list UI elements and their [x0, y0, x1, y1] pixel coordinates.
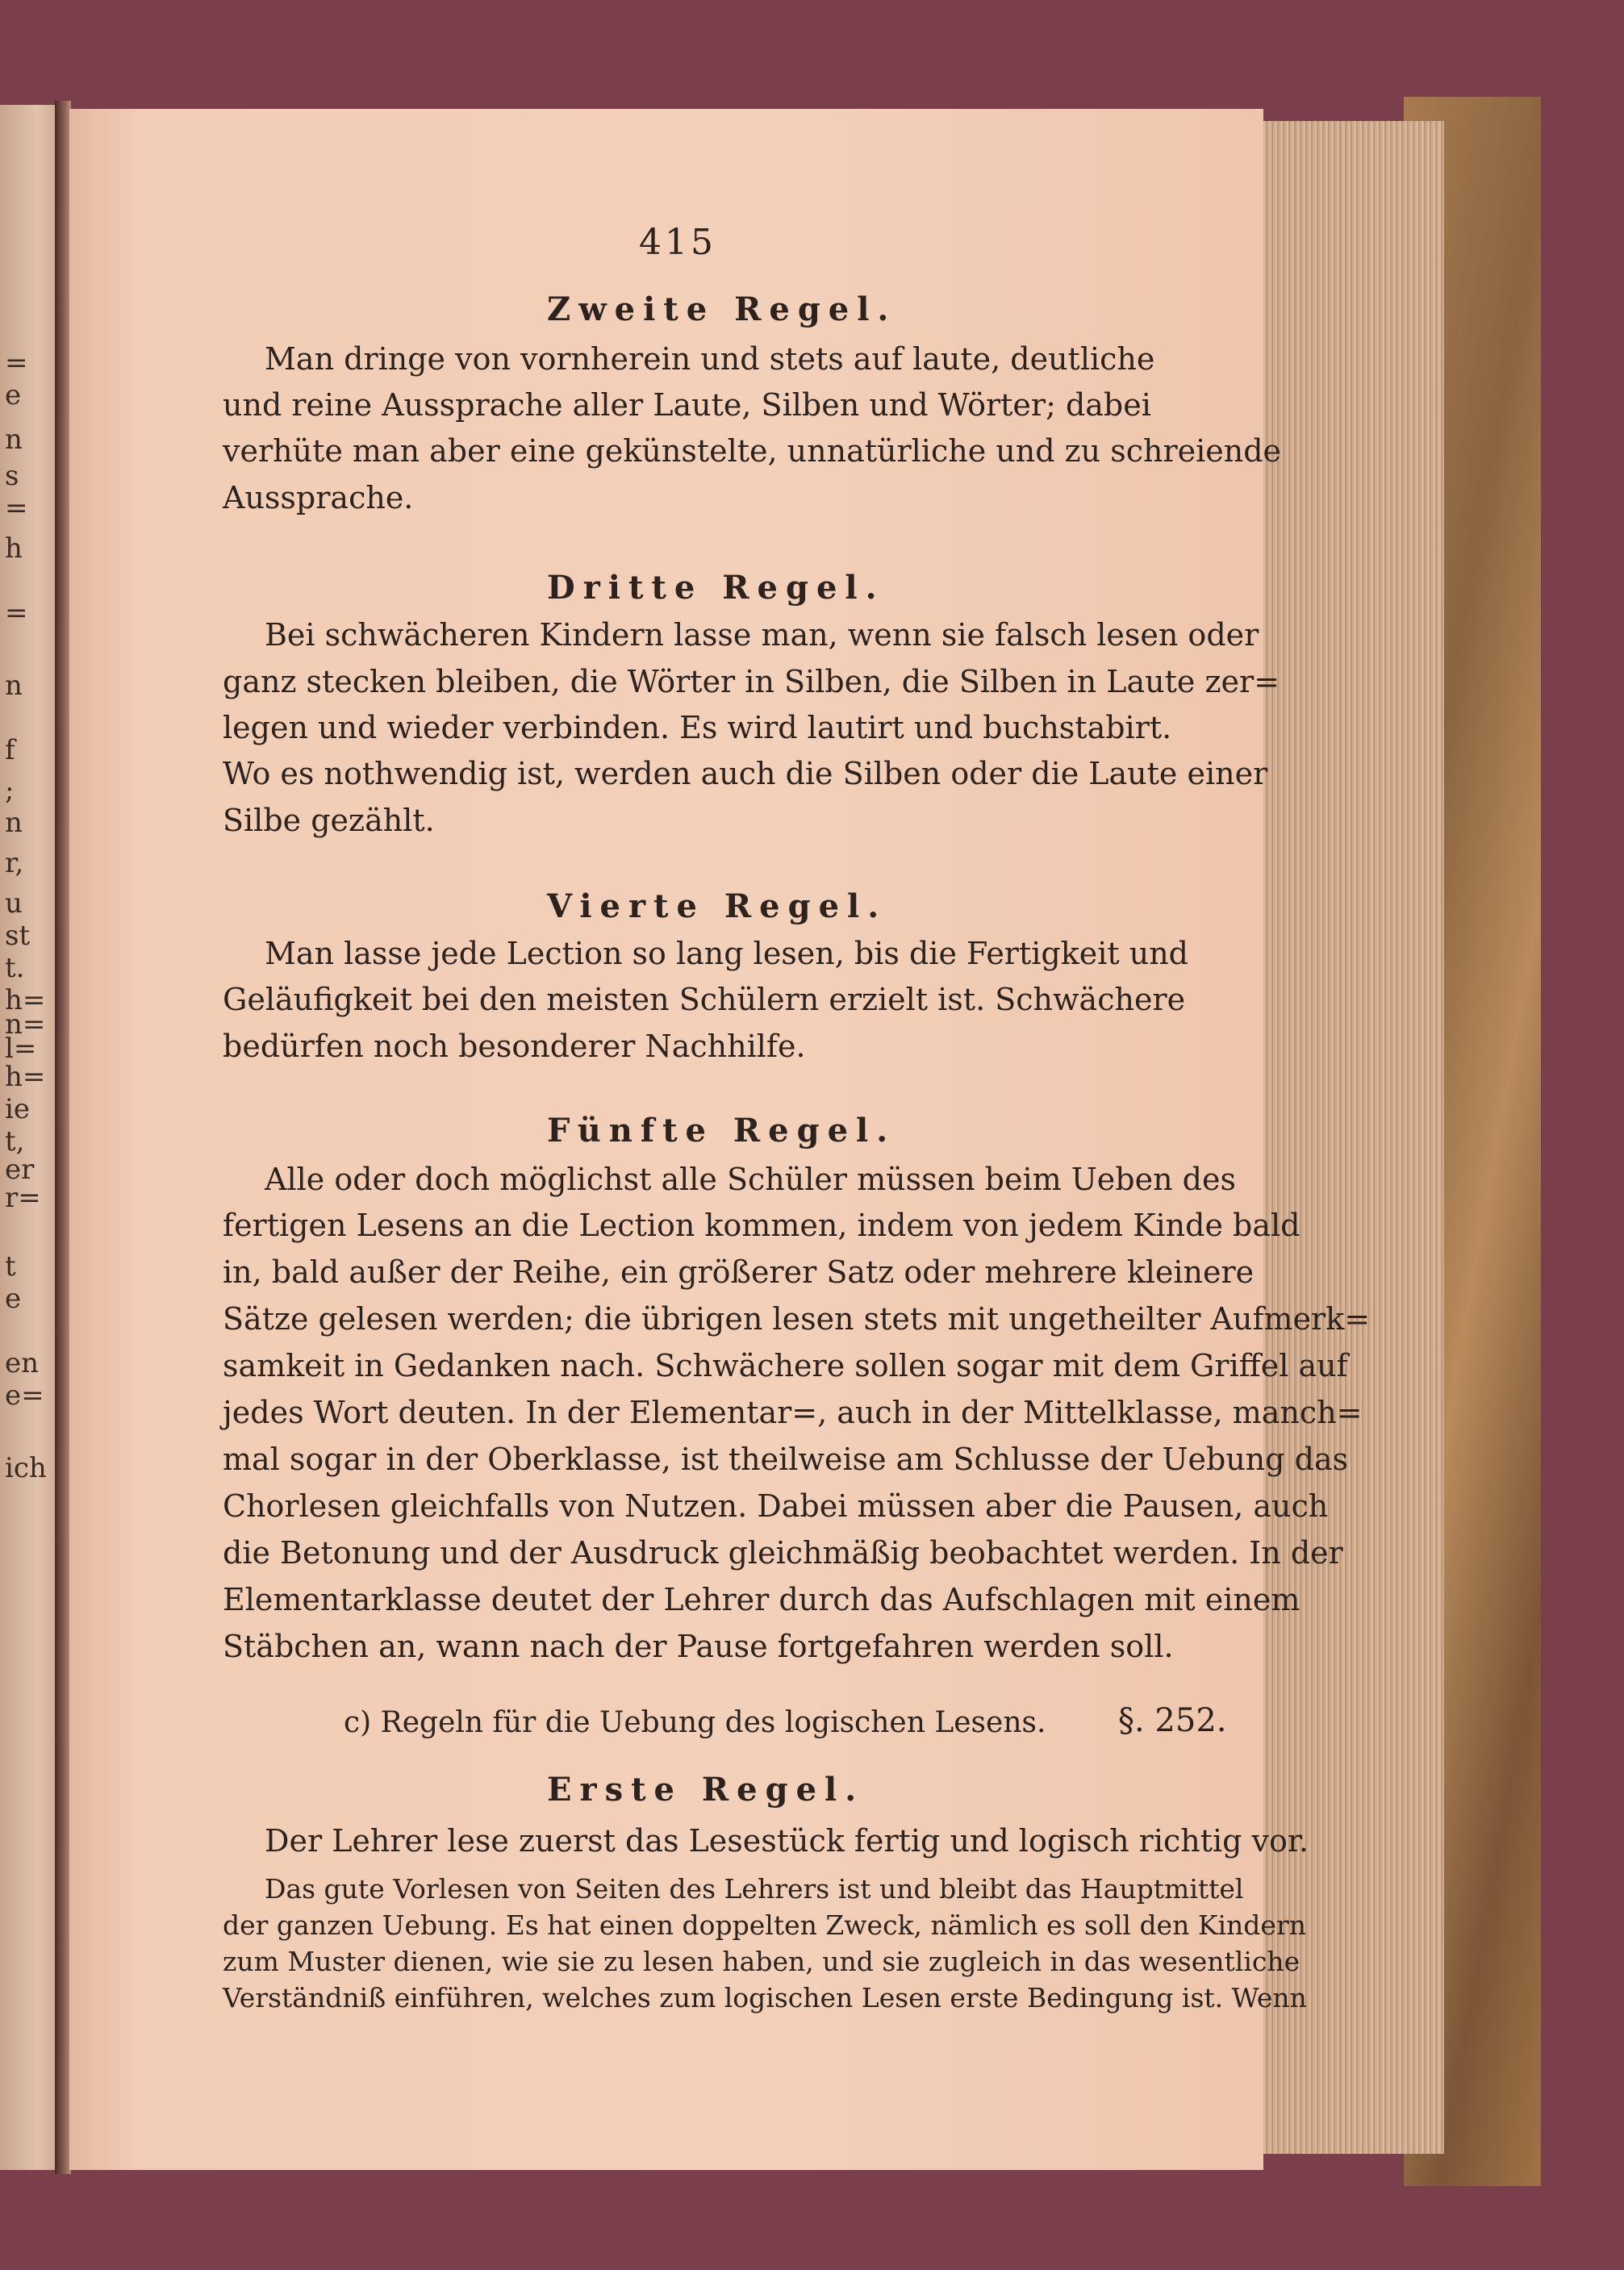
- left-page-fragment: r=: [5, 1182, 41, 1214]
- left-page-fragment: h: [5, 532, 23, 565]
- left-page-fragment: s: [5, 460, 19, 492]
- left-page-fragment: r,: [5, 847, 24, 879]
- rule2-line: verhüte man aber eine gekünstelte, unnatürliche und zu schreiende: [223, 433, 1282, 469]
- rule4-line: Geläufigkeit bei den meisten Schülern erzielt ist. Schwächere: [223, 982, 1186, 1017]
- left-page-fragment: t.: [5, 952, 25, 984]
- left-page-fragment: e: [5, 379, 22, 411]
- left-page-fragment: ie: [5, 1093, 30, 1125]
- rule5-line: Stäbchen an, wann nach der Pause fortgefahren werden soll.: [223, 1629, 1174, 1664]
- rule5-line: die Betonung und der Ausdruck gleichmäßig beobachtet werden. In der: [223, 1535, 1343, 1571]
- rule3-line: Wo es nothwendig ist, werden auch die Silben oder die Laute einer: [223, 756, 1268, 791]
- rule5-line: fertigen Lesens an die Lection kommen, indem von jedem Kinde bald: [223, 1208, 1300, 1243]
- rule3-line: Bei schwächeren Kindern lasse man, wenn sie falsch lesen oder: [265, 617, 1259, 653]
- rule5-line: in, bald außer der Reihe, ein größerer Satz oder mehrere kleinere: [223, 1254, 1255, 1290]
- left-page-fragment: h=: [5, 1061, 46, 1093]
- left-page-fragment: f: [5, 734, 15, 766]
- rule5-line: mal sogar in der Oberklasse, ist theilweise am Schlusse der Uebung das: [223, 1442, 1349, 1477]
- first-rule-line: der ganzen Uebung. Es hat einen doppelten Zweck, nämlich es soll den Kindern: [223, 1909, 1306, 1941]
- left-page-fragment: n=: [5, 1008, 46, 1041]
- rule3-line: Silbe gezählt.: [223, 803, 435, 838]
- rule5-line: samkeit in Gedanken nach. Schwächere sollen sogar mit dem Griffel auf: [223, 1348, 1348, 1383]
- rule2-line: Aussprache.: [223, 480, 414, 515]
- first-rule-lead: Der Lehrer lese zuerst das Lesestück fertig und logisch richtig vor.: [265, 1823, 1309, 1859]
- left-page-fragment: n: [5, 807, 23, 839]
- section-number: §. 252.: [1118, 1702, 1227, 1739]
- left-page-fragment: t,: [5, 1125, 25, 1158]
- left-page-fragment: ich: [5, 1452, 47, 1484]
- rule2-heading: Zweite Regel.: [547, 290, 897, 328]
- rule5-line: jedes Wort deuten. In der Elementar=, auch in der Mittelklasse, manch=: [223, 1395, 1363, 1430]
- rule5-line: Chorlesen gleichfalls von Nutzen. Dabei müssen aber die Pausen, auch: [223, 1488, 1329, 1524]
- book-gutter: [55, 101, 71, 2174]
- rule5-line: Sätze gelesen werden; die übrigen lesen stets mit ungetheilter Aufmerk=: [223, 1301, 1371, 1337]
- first-rule-line: Das gute Vorlesen von Seiten des Lehrers ist und bleibt das Hauptmittel: [265, 1873, 1244, 1905]
- page-number: 415: [639, 222, 716, 263]
- left-page-fragment: t: [5, 1250, 16, 1283]
- rule5-heading: Fünfte Regel.: [547, 1112, 896, 1150]
- left-page-fragment: e=: [5, 1379, 44, 1412]
- left-page-fragment: en: [5, 1347, 40, 1379]
- left-page-fragment: =: [5, 597, 28, 629]
- rule5-line: Alle oder doch möglichst alle Schüler müssen beim Ueben des: [265, 1162, 1236, 1197]
- left-page-fragment: =: [5, 492, 28, 524]
- left-page-fragment: h=: [5, 984, 46, 1016]
- section-c-label: c) Regeln für die Uebung des logischen Lesens.: [344, 1706, 1046, 1739]
- first-rule-line: zum Muster dienen, wie sie zu lesen haben, und sie zugleich in das wesentliche: [223, 1946, 1300, 1977]
- left-page-fragment: n: [5, 424, 23, 456]
- first-rule-line: Verständniß einführen, welches zum logischen Lesen erste Bedingung ist. Wenn: [223, 1982, 1307, 2013]
- left-page-fragment: u: [5, 887, 23, 920]
- left-page-fragment: n: [5, 670, 23, 702]
- book-page: [69, 109, 1371, 2170]
- left-page-fragment: ;: [5, 774, 15, 807]
- rule3-line: legen und wieder verbinden. Es wird lautirt und buchstabirt.: [223, 710, 1172, 745]
- rule4-line: Man lasse jede Lection so lang lesen, bis die Fertigkeit und: [265, 936, 1189, 971]
- left-facing-page: [0, 105, 63, 2170]
- rule2-line: Man dringe von vornherein und stets auf laute, deutliche: [265, 341, 1155, 377]
- rule3-heading: Dritte Regel.: [547, 569, 885, 607]
- first-rule-heading: Erste Regel.: [547, 1771, 865, 1809]
- left-page-fragment: er: [5, 1154, 35, 1186]
- left-page-fragment: e: [5, 1283, 22, 1315]
- rule2-line: und reine Aussprache aller Laute, Silben und Wörter; dabei: [223, 387, 1151, 423]
- left-page-fragment: l=: [5, 1033, 37, 1065]
- left-page-fragment: =: [5, 347, 28, 379]
- rule4-heading: Vierte Regel.: [547, 887, 887, 925]
- left-page-fragment: st: [5, 920, 31, 952]
- rule5-line: Elementarklasse deutet der Lehrer durch das Aufschlagen mit einem: [223, 1582, 1300, 1617]
- rule4-line: bedürfen noch besonderer Nachhilfe.: [223, 1029, 806, 1064]
- rule3-line: ganz stecken bleiben, die Wörter in Silben, die Silben in Laute zer=: [223, 664, 1280, 699]
